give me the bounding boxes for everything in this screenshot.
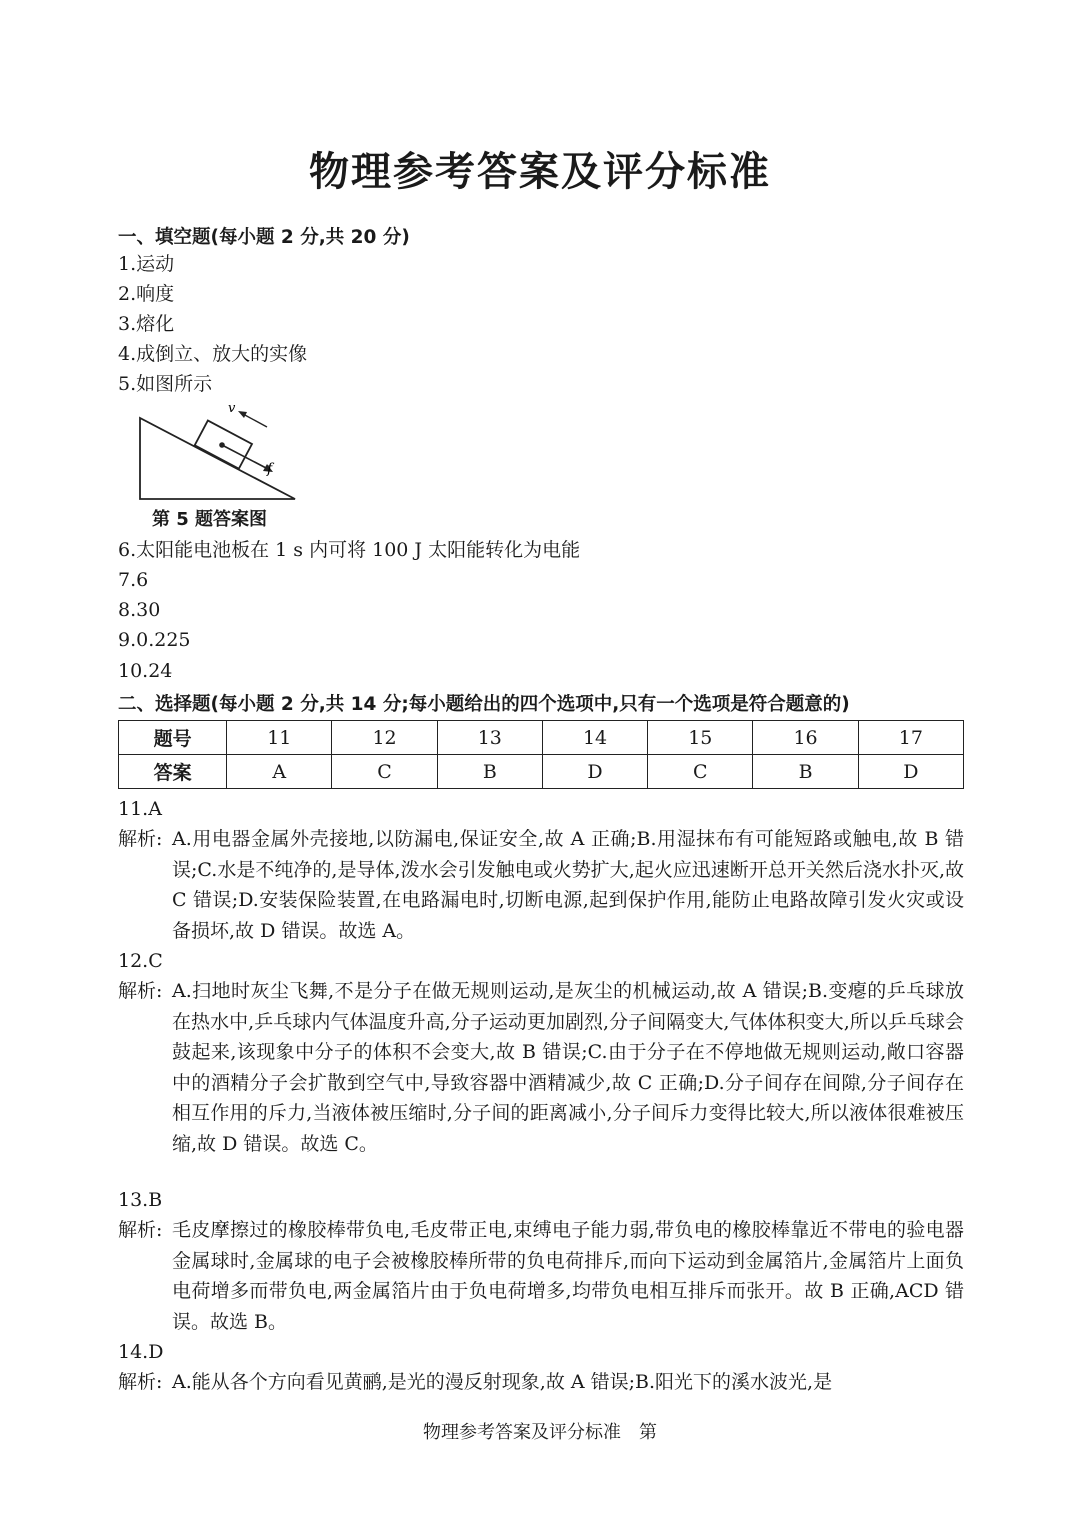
explanation-label: 解析: — [118, 1371, 163, 1393]
velocity-arrow-line — [243, 414, 267, 427]
table-row-answers — [119, 755, 964, 789]
question-11-answer: 11.A — [118, 798, 162, 820]
fill-answer-8: 8.30 — [118, 599, 161, 621]
table-cell: D — [542, 755, 647, 789]
table-cell: A — [227, 755, 332, 789]
question-13-answer: 13.B — [118, 1189, 163, 1211]
explanation-text: A.能从各个方向看见黄鹂,是光的漫反射现象,故 A 错误;B.阳光下的溪水波光,是 — [172, 1371, 833, 1393]
fill-answer-1: 1.运动 — [118, 253, 175, 275]
table-cell: B — [753, 755, 858, 789]
incline-force-diagram — [130, 398, 310, 506]
explanation-14 — [118, 1367, 964, 1398]
table-cell: C — [332, 755, 437, 789]
page-title: 物理参考答案及评分标准 — [309, 149, 771, 195]
row-label-number: 题号 — [119, 721, 227, 755]
section2-heading: 二、选择题(每小题 2 分,共 14 分;每小题给出的四个选项中,只有一个选项是符合题意的) — [118, 694, 850, 715]
question-12-answer: 12.C — [118, 950, 163, 972]
fill-answer-9: 9.0.225 — [118, 629, 191, 651]
table-cell: 15 — [648, 721, 753, 755]
table-cell: 17 — [858, 721, 963, 755]
fill-answer-4: 4.成倒立、放大的实像 — [118, 343, 308, 365]
explanation-label: 解析: — [118, 828, 163, 850]
explanation-text: A.扫地时灰尘飞舞,不是分子在做无规则运动,是灰尘的机械运动,故 A 错误;B.变瘪的乒乓球放在热水中,乒乓球内气体温度升高,分子运动更加剧烈,分子间隔变大,气体体积变大,所以乒乓球会鼓起来,该现象中分子的体积不会变大,故 B 错误;C.由于分子在不停地做无规则运动,敞口容器中的酒精分子会扩散到空气中,导致容器中酒精减少,故 C 正确;D.分子间存在间隙,分子间存在相互作用的斥力,当液体被压缩时,分子间的距离减小,分子间斥力变得比较大,所以液体很难被压缩,故 D 错误。故选 C。 — [172, 980, 964, 1155]
table-cell: C — [648, 755, 753, 789]
table-cell: 14 — [542, 721, 647, 755]
fill-answer-2: 2.响度 — [118, 283, 175, 305]
page-footer: 物理参考答案及评分标准 第 — [423, 1422, 657, 1443]
explanation-11 — [118, 824, 964, 946]
friction-label: f — [267, 461, 273, 477]
fill-answer-6: 6.太阳能电池板在 1 s 内可将 100 J 太阳能转化为电能 — [118, 539, 581, 561]
section1-heading: 一、填空题(每小题 2 分,共 20 分) — [118, 227, 410, 248]
question-14-answer: 14.D — [118, 1341, 164, 1363]
table-cell: 12 — [332, 721, 437, 755]
table-row-numbers — [119, 721, 964, 755]
velocity-label: v — [228, 401, 236, 416]
explanation-label: 解析: — [118, 980, 163, 1002]
figure-caption: 第 5 题答案图 — [152, 509, 268, 530]
answer-table — [118, 720, 964, 789]
explanation-text: A.用电器金属外壳接地,以防漏电,保证安全,故 A 正确;B.用湿抹布有可能短路或触电,故 B 错误;C.水是不纯净的,是导体,泼水会引发触电或火势扩大,起火应迅速断开总开关然后浇水扑灭,故 C 错误;D.安装保险装置,在电路漏电时,切断电源,起到保护作用,能防止电路故障引发火灾或设备损坏,故 D 错误。故选 A。 — [172, 828, 964, 942]
fill-answer-7: 7.6 — [118, 569, 149, 591]
explanation-13 — [118, 1215, 964, 1337]
fill-answer-10: 10.24 — [118, 660, 173, 682]
table-cell: 13 — [437, 721, 542, 755]
fill-answer-5: 5.如图所示 — [118, 373, 213, 395]
explanation-label: 解析: — [118, 1219, 163, 1241]
table-cell: B — [437, 755, 542, 789]
table-cell: D — [858, 755, 963, 789]
table-cell: 16 — [753, 721, 858, 755]
fill-answer-3: 3.熔化 — [118, 313, 175, 335]
table-cell: 11 — [227, 721, 332, 755]
explanation-12 — [118, 976, 964, 1159]
explanation-text: 毛皮摩擦过的橡胶棒带负电,毛皮带正电,束缚电子能力弱,带负电的橡胶棒靠近不带电的验电器金属球时,金属球的电子会被橡胶棒所带的负电荷排斥,而向下运动到金属箔片,金属箔片上面负电荷增多而带负电,两金属箔片由于负电荷增多,均带负电相互排斥而张开。故 B 正确,ACD 错误。故选 B。 — [172, 1219, 964, 1333]
velocity-arrowhead — [238, 411, 247, 418]
row-label-answer: 答案 — [119, 755, 227, 789]
